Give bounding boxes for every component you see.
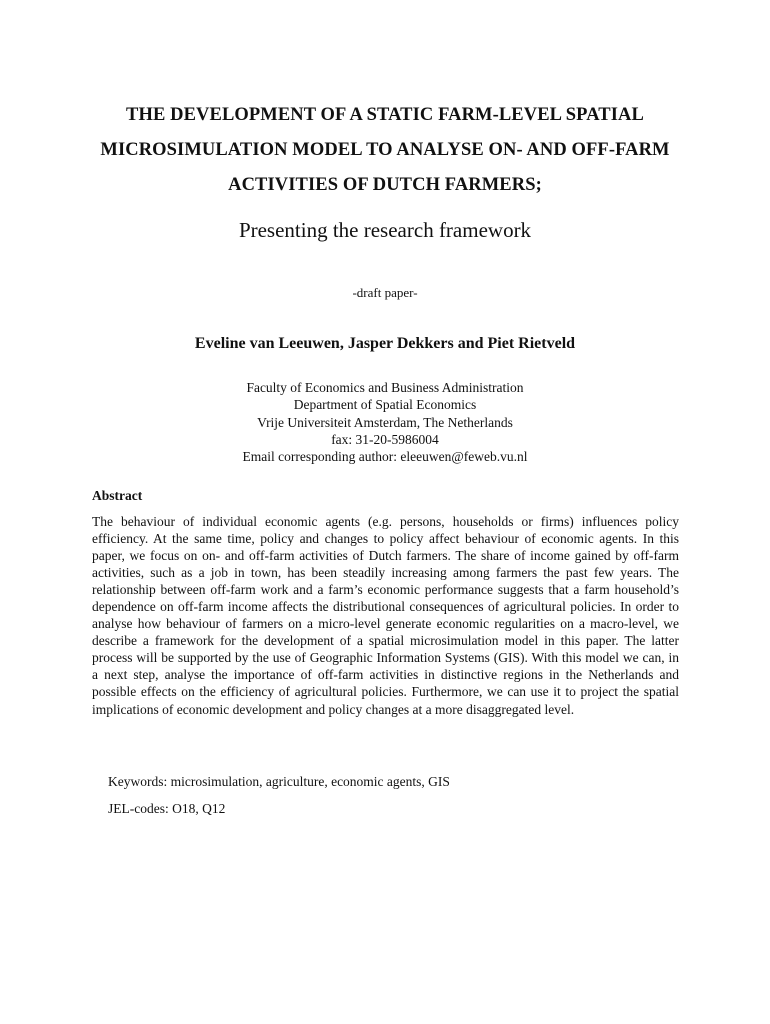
affiliation-email: Email corresponding author: eleeuwen@feweb.vu.nl bbox=[242, 449, 528, 465]
author-list: Eveline van Leeuwen, Jasper Dekkers and Piet Rietveld bbox=[194, 335, 576, 352]
keywords-line: Keywords: microsimulation, agriculture, economic agents, GIS bbox=[108, 774, 450, 789]
draft-label: -draft paper- bbox=[352, 285, 418, 300]
affiliation-faculty: Faculty of Economics and Business Administration bbox=[246, 380, 524, 395]
abstract-text: The behaviour of individual economic agents (e.g. persons, households or firms) influences policy efficiency. At the same time, policy and changes to policy affect behaviour of economic agents. In this paper, we focus on on- and off-farm activities of Dutch farmers. The share of income gained by off-farm activities, such as a job in town, has been steadily increasing among farmers the past few years. The relationship between off-farm work and a farm’s economic performance suggests that a farm household’s dependence on off-farm income affects the distributional consequences of agricultural policies. In order to analyse how behaviour of farmers on a micro-level generate economic regularities on a macro-level, we describe a framework for the development of a spatial microsimulation model in this paper. The latter process will be supported by the use of Geographic Information Systems (GIS). With this model we can, in a next step, analyse the importance of off-farm activities in distinctive regions in the Netherlands and possible effects on the efficiency of agricultural policies. Furthermore, we can use it to project the spatial implications of economic development and policy changes at a more disaggregated level. bbox=[92, 514, 679, 717]
affiliation-department: Department of Spatial Economics bbox=[293, 397, 477, 413]
paper-title: THE DEVELOPMENT OF A STATIC FARM-LEVEL SPATIAL MICROSIMULATION MODEL TO ANALYSE ON- AND OFF-FARM ACTIVITIES OF DUTCH FARMERS; bbox=[100, 105, 670, 195]
abstract-heading: Abstract bbox=[92, 488, 143, 503]
affiliation-block bbox=[60, 379, 710, 465]
jel-codes-line: JEL-codes: O18, Q12 bbox=[108, 801, 226, 816]
affiliation-university: Vrije Universiteit Amsterdam, The Netherlands bbox=[257, 414, 513, 430]
paper-subtitle: Presenting the research framework bbox=[238, 218, 532, 242]
affiliation-fax: fax: 31-20-5986004 bbox=[331, 431, 439, 447]
